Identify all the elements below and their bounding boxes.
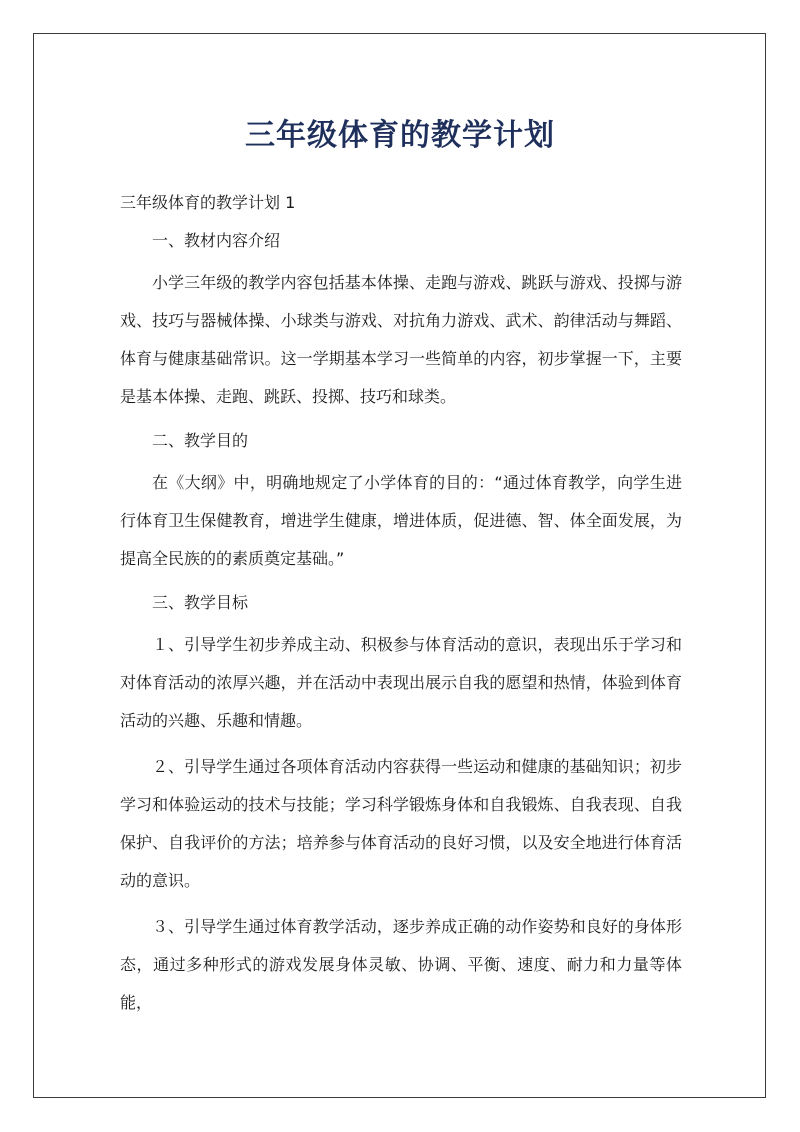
paragraph: ２、引导学生通过各项体育活动内容获得一些运动和健康的基础知识；初步学习和体验运动的技术与技能；学习科学锻炼身体和自我锻炼、自我表现、自我保护、自我评价的方法；培养参与体育活动的良好习惯，以及安全地进行体育活动的意识。 [120, 757, 682, 890]
paragraph: 在《大纲》中，明确地规定了小学体育的目的：“通过体育教学，向学生进行体育卫生保健教育，增进学生健康，增进体质，促进德、智、体全面发展，为提高全民族的的素质奠定基础。” [120, 473, 682, 568]
section-heading: 三、教学目标 [152, 593, 249, 612]
document-title: 三年级体育的教学计划 [245, 118, 555, 153]
document-subtitle: 三年级体育的教学计划 1 [120, 193, 296, 212]
paragraph: １、引导学生初步养成主动、积极参与体育活动的意识，表现出乐于学习和对体育活动的浓厚兴趣，并在活动中表现出展示自我的愿望和热情，体验到体育活动的兴趣、乐趣和情趣。 [120, 635, 682, 730]
section-heading: 一、教材内容介绍 [152, 231, 281, 250]
document-body [120, 186, 682, 1022]
paragraph: ３、引导学生通过体育教学活动，逐步养成正确的动作姿势和良好的身体形态，通过多种形式的游戏发展身体灵敏、协调、平衡、速度、耐力和力量等体能， [120, 917, 682, 1012]
section-heading: 二、教学目的 [152, 431, 249, 450]
paragraph: 小学三年级的教学内容包括基本体操、走跑与游戏、跳跃与游戏、投掷与游戏、技巧与器械体操、小球类与游戏、对抗角力游戏、武术、韵律活动与舞蹈、体育与健康基础常识。这一学期基本学习一些简单的内容，初步掌握一下，主要是基本体操、走跑、跳跃、投掷、技巧和球类。 [120, 273, 682, 406]
